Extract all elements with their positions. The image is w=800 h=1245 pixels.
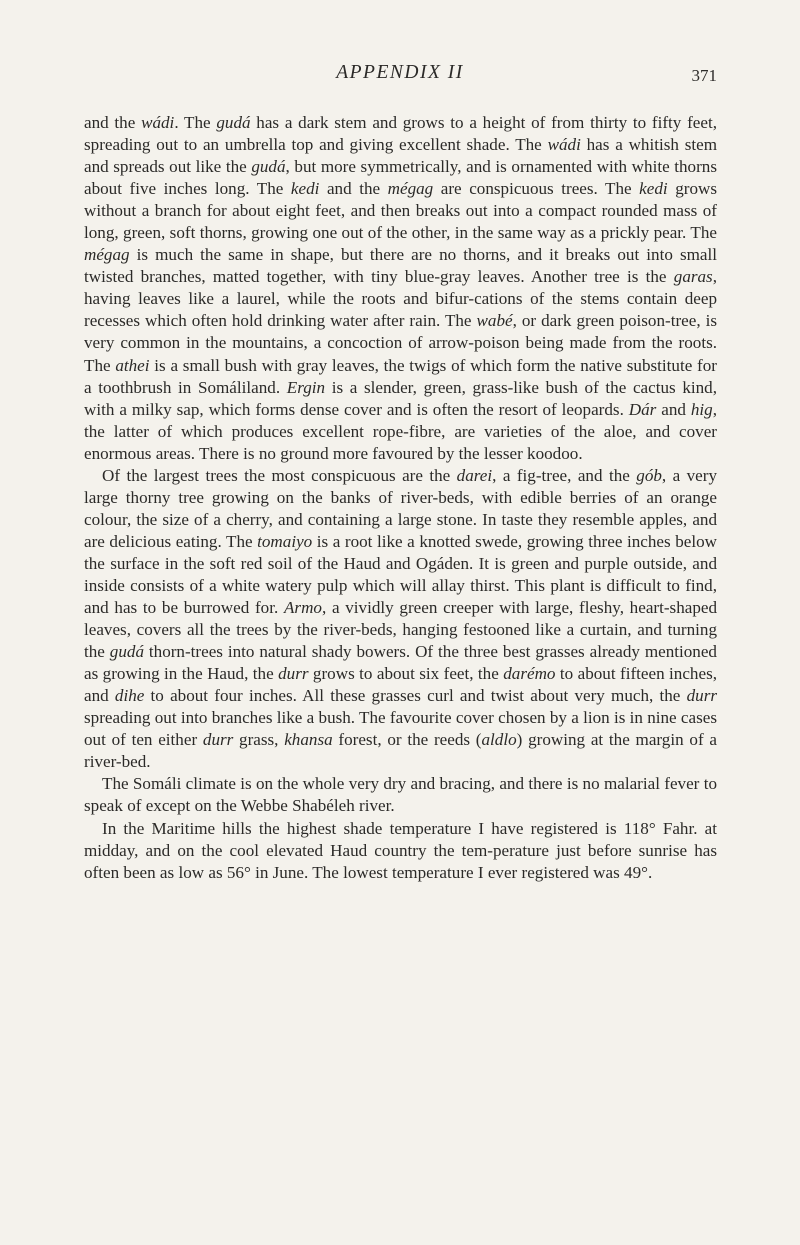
text-run: is much the same in shape, but there are no thorns, and it breaks out into small twisted branches, matted together, with tiny blue-gray leaves. Another tree is the [84,245,717,287]
text-run: , but more symmetrically, and is ornamented with white thorns about five inches long. The [84,157,717,199]
paragraph [84,773,717,817]
text-run: grows without a branch for about eight feet, and then breaks out into a compact rounded mass of long, green, soft thorns, growing one out of the other, in the same way as a prickly pear. The [84,179,717,243]
text-run: to about fifteen inches, and [84,664,717,706]
text-run: spreading out into branches like a bush. The favourite cover chosen by a lion is in nine cases out of ten either [84,708,717,750]
italic-term: mégag [84,245,130,265]
text-run: . The [174,113,217,132]
italic-term: Armo [283,598,322,618]
italic-term: khansa [284,730,333,750]
text-run: , a very large thorny tree growing on the banks of river-beds, with edible berries of an orange colour, the size of a cherry, and containing a large stone. In taste they resemble apples, and are delicious eating. The [84,465,717,551]
paragraph [84,112,717,465]
italic-term: wádi [547,135,581,155]
text-run: grass, [233,730,285,750]
text-run: is a small bush with gray leaves, the twigs of which form the native substitute for a toothbrush in Somáliland. [84,355,717,397]
italic-term: darei [456,465,493,485]
italic-term: hig [690,399,713,419]
italic-term: tomaiyo [257,531,313,551]
italic-term: Dár [628,399,657,419]
text-run: and the [319,179,388,199]
page-header [0,60,800,90]
italic-term: wádi [141,113,175,132]
paragraph [84,465,717,774]
text-run: grows to about six feet, the [308,664,504,684]
text-run: are conspicuous trees. The [433,179,640,199]
text-run: , a fig-tree, and the [492,465,637,485]
italic-term: mégag [387,179,434,199]
text-run: , having leaves like a laurel, while the roots and bifur-cations of the stems contain deep recesses which often hold drinking water after rain. The [84,267,717,331]
italic-term: darémo [503,664,556,684]
text-run: forest, or the reeds ( [332,730,482,750]
italic-term: dihe [114,686,145,706]
text-run: The Somáli climate is on the whole very dry and bracing, and there is no malarial fever to speak of except on the Webbe Shabéleh river. [84,774,717,816]
italic-term: durr [686,686,717,706]
text-run: and [656,399,691,419]
italic-term: durr [278,664,309,684]
running-head: APPENDIX II [336,62,464,83]
page-number: 371 [691,66,717,85]
text-run: thorn-trees into natural shady bowers. Of the three best grasses already mentioned as growing in the Haud, the [84,642,717,684]
italic-term: gudá [109,642,144,662]
italic-term: aldlo [481,730,517,750]
italic-term: durr [202,730,234,750]
text-run: In the Maritime hills the highest shade temperature I have registered is 118° Fahr. at midday, and on the cool elevated Haud country the tem-perature just before sunrise has often been as low as 56° in June. The lowest temperature I ever registered was 49°. [84,818,717,882]
italic-term: wabé [476,311,513,331]
text-run: Of the largest trees the most conspicuous are the [102,465,457,485]
text-run: , the latter of which produces excellent rope-fibre, are varieties of the aloe, and cover enormous areas. There is no ground more favoured by the lesser koodoo. [84,399,717,463]
text-run: ) growing at the margin of a river-bed. [84,730,717,772]
text-run: has a whitish stem and spreads out like the [84,135,717,177]
italic-term: athei [115,355,150,375]
italic-term: kedi [290,179,320,199]
text-run: , a vividly green creeper with large, fleshy, heart-shaped leaves, covers all the trees by the river-beds, hanging festooned like a curtain, and turning the [84,598,718,662]
italic-term: kedi [639,179,668,199]
text-run: is a root like a knotted swede, growing three inches below the surface in the soft red soil of the Haud and Ogáden. It is green and purple outside, and inside consists of a white watery pulp which will allay thirst. This plant is difficult to find, and has to be burrowed for. [84,531,717,618]
italic-term: gudá [216,113,251,132]
text-run: and the [84,113,142,132]
text-run: to about four inches. All these grasses curl and twist about very much, the [144,686,687,706]
paragraph [84,818,717,884]
text-run: is a slender, green, grass-like bush of the cactus kind, with a milky sap, which forms dense cover and is often the resort of leopards. [84,377,717,419]
italic-term: gób [636,465,662,485]
italic-term: Ergin [286,377,326,397]
body-text [84,112,717,884]
italic-term: gudá [251,157,286,177]
text-run: has a dark stem and grows to a height of from thirty to fifty feet, spreading out to an umbrella top and giving excellent shade. The [84,113,717,155]
italic-term: garas [673,267,713,287]
text-run: , or dark green poison-tree, is very common in the mountains, a concoction of arrow-poison being made from the roots. The [84,311,717,375]
